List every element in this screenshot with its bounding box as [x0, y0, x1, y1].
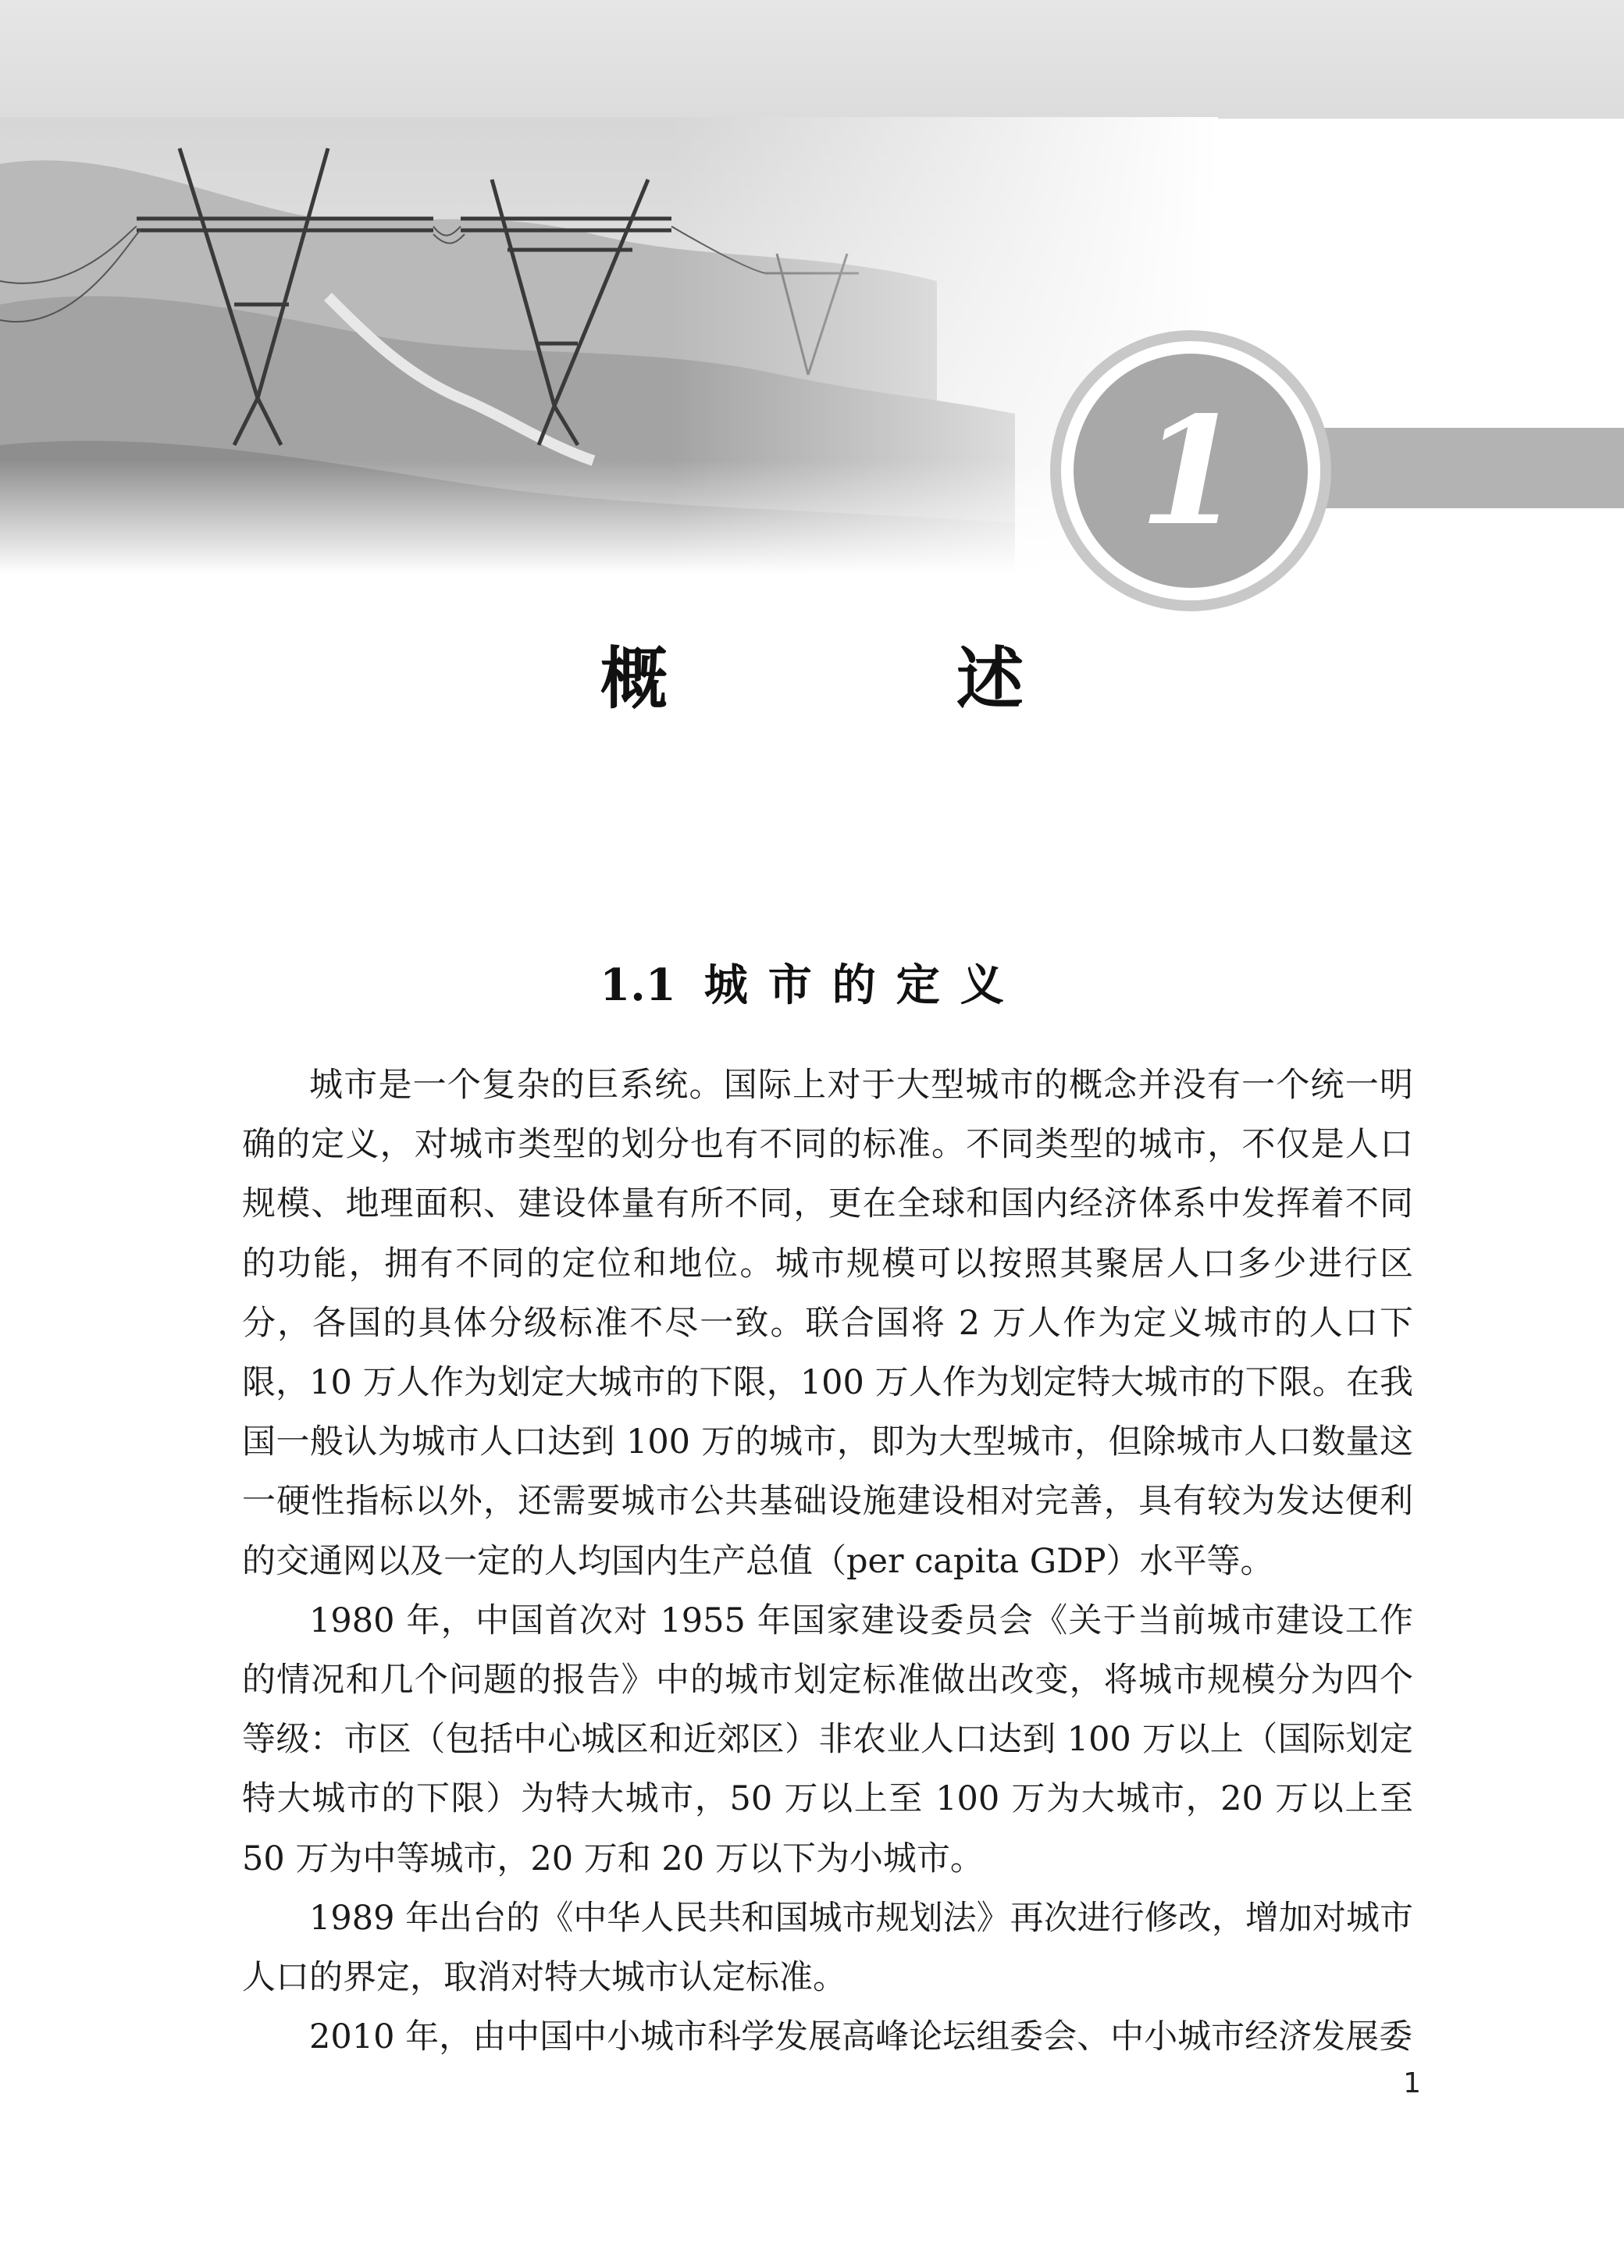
- paragraph: 城市是一个复杂的巨系统。国际上对于大型城市的概念并没有一个统一明确的定义，对城市类型的划分也有不同的标准。不同类型的城市，不仅是人口规模、地理面积、建设体量有所不同，更在全球和国内经济体系中发挥着不同的功能，拥有不同的定位和地位。城市规模可以按照其聚居人口多少进行区分，各国的具体分级标准不尽一致。联合国将 2 万人作为定义城市的人口下限，10 万人作为划定大城市的下限，100 万人作为划定特大城市的下限。在我国一般认为城市人口达到 100 万的城市，即为大型城市，但除城市人口数量这一硬性指标以外，还需要城市公共基础设施建设相对完善，具有较为发达便利的交通网以及一定的人均国内生产总值（per capita GDP）水平等。: [242, 1066, 1413, 1581]
- chapter-title: 概 述: [600, 640, 1156, 718]
- paragraph: 2010 年，由中国中小城市科学发展高峰论坛组委会、中小城市经济发展委: [309, 2017, 1413, 2057]
- power-tower-photo: [0, 117, 1218, 574]
- chapter-number: 1: [1138, 383, 1243, 558]
- page-number: 1: [1403, 2067, 1421, 2099]
- paragraph: 1989 年出台的《中华人民共和国城市规划法》再次进行修改，增加对城市人口的界定，取消对特大城市认定标准。: [242, 1898, 1413, 1998]
- paragraph: 1980 年，中国首次对 1955 年国家建设委员会《关于当前城市建设工作的情况和几个问题的报告》中的城市划定标准做出改变，将城市规模分为四个等级：市区（包括中心城区和近郊区）非农业人口达到 100 万以上（国际划定特大城市的下限）为特大城市，50 万以上至 100 万为大城市，20 万以上至 50 万为中等城市，20 万和 20 万以下为小城市。: [242, 1600, 1413, 1878]
- header-band: [0, 0, 1624, 119]
- section-title: 城市的定义: [703, 960, 1024, 1011]
- section-number: 1.1: [600, 960, 676, 1011]
- body-text: [242, 1056, 1413, 2067]
- section-heading: [0, 951, 1624, 1013]
